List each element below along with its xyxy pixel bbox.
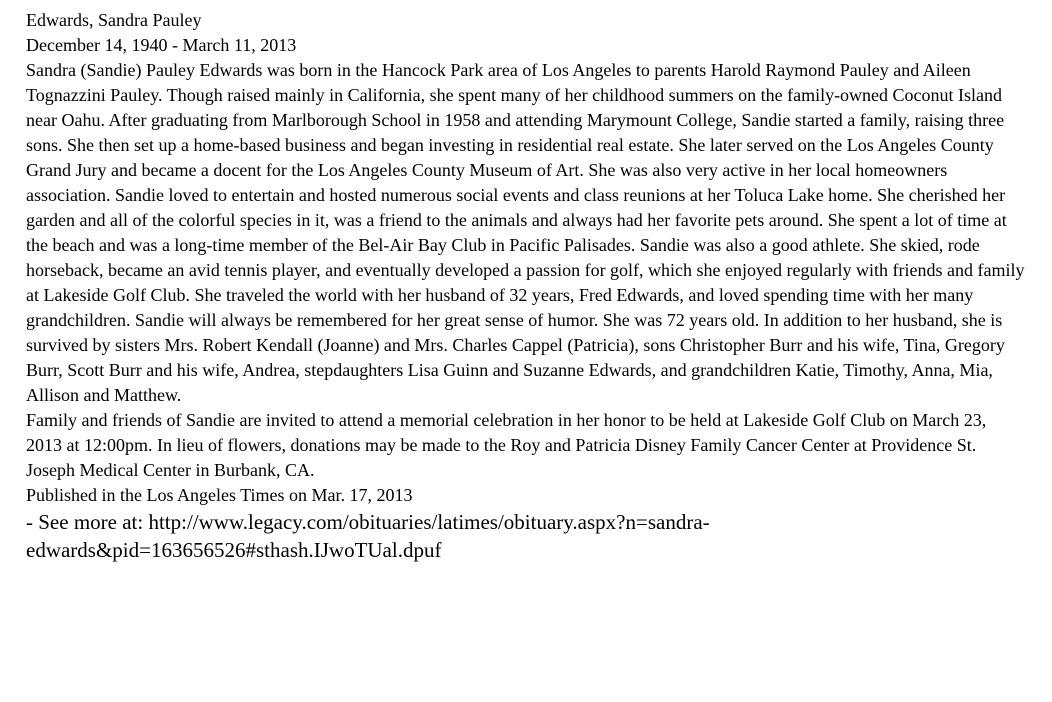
birth-death-dates-line: December 14, 1940 - March 11, 2013 bbox=[26, 35, 297, 55]
see-more-source-url-line: - See more at: http://www.legacy.com/obituaries/latimes/obituary.aspx?n=sandra-edwards&pid=163656526#sthash.IJwoTUal.dpuf bbox=[26, 510, 710, 562]
published-line: Published in the Los Angeles Times on Mar. 17, 2013 bbox=[26, 485, 413, 505]
biography-paragraph: Sandra (Sandie) Pauley Edwards was born in the Hancock Park area of Los Angeles to parents Harold Raymond Pauley and Aileen Tognazzini Pauley. Though raised mainly in California, she spent many of her childhood summers on the family-owned Coconut Island near Oahu. After graduating from Marlborough School in 1958 and attending Marymount College, Sandie started a family, raising three sons. She then set up a home-based business and began investing in residential real estate. She later served on the Los Angeles County Grand Jury and became a docent for the Los Angeles County Museum of Art. She was also very active in her local homeowners association. Sandie loved to entertain and hosted numerous social events and class reunions at her Toluca Lake home. She cherished her garden and all of the colorful species in it, was a friend to the animals and always had her favorite pets around. She spent a lot of time at the beach and was a long-time member of the Bel-Air Bay Club in Pacific Palisades. Sandie was also a good athlete. She skied, rode horseback, became an avid tennis player, and eventually developed a passion for golf, which she enjoyed regularly with friends and family at Lakeside Golf Club. She traveled the world with her husband of 32 years, Fred Edwards, and loved spending time with her many grandchildren. Sandie will always be remembered for her great sense of humor. She was 72 years old. In addition to her husband, she is survived by sisters Mrs. Robert Kendall (Joanne) and Mrs. Charles Cappel (Patricia), sons Christopher Burr and his wife, Tina, Gregory Burr, Scott Burr and his wife, Andrea, stepdaughters Lisa Guinn and Suzanne Edwards, and grandchildren Katie, Timothy, Anna, Mia, Allison and Matthew. bbox=[26, 60, 1025, 405]
deceased-name-line: Edwards, Sandra Pauley bbox=[26, 10, 202, 30]
memorial-details-paragraph: Family and friends of Sandie are invited to attend a memorial celebration in her honor to be held at Lakeside Golf Club on March 23, 2013 at 12:00pm. In lieu of flowers, donations may be made to the Roy and Patricia Disney Family Cancer Center at Providence St. Joseph Medical Center in Burbank, CA. bbox=[26, 410, 987, 480]
